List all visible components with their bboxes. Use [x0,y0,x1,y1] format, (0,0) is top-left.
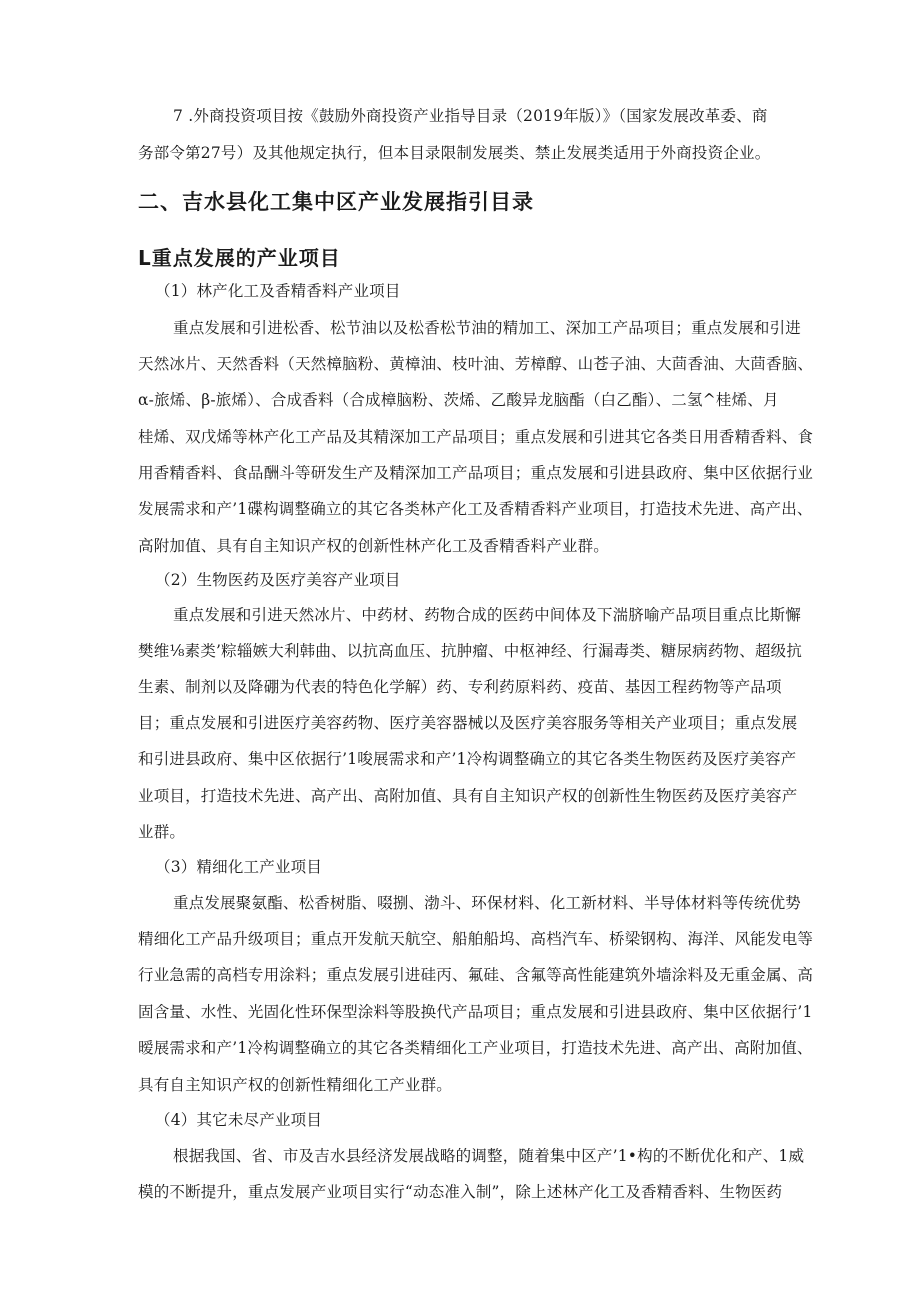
item7-line-1: 7 .外商投资项目按《鼓励外商投资产业指导目录（2019年版）》（国家发展改革委、商 [173,107,768,125]
section-2-title: 二、吉水县化工集中区产业发展指引目录 [138,190,534,214]
sub2-line: 樊维⅛素类’粽辎嫉大利韩曲、以抗高血压、抗肿瘤、中枢神经、行漏毒类、糖尿病药物、超级抗 [138,642,803,660]
sub2-line: 和引进县政府、集中区依据行’1唆展需求和产’1冷构调整确立的其它各类生物医药及医疗美容产 [138,750,797,768]
sub3-line: 固含量、水性、光固化性环保型涂料等股换代产品项目；重点发展和引进县政府、集中区依据行’1 [138,1003,813,1021]
sub1-line: 高附加值、具有自主知识产权的创新性林产化工及香精香料产业群。 [138,537,610,555]
sub2-line: 业群。 [138,823,186,841]
sub3-line: 暧展需求和产’1冷构调整确立的其它各类精细化工产业项目，打造技术先进、高产出、高附加值、 [138,1039,813,1057]
sub2-line: 业项目，打造技术先进、高产出、高附加值、具有自主知识产权的创新性生物医药及医疗美容产 [138,787,798,805]
sub1-heading: （1）林产化工及香精香料产业项目 [155,282,401,300]
sub1-line: 重点发展和引进松香、松节油以及松香松节油的精加工、深加工产品项目；重点发展和引进 [173,319,802,337]
sub2-line: 生素、制剂以及降硼为代表的特色化学解）药、专利药原料药、疫苗、基因工程药物等产品项 [138,678,782,696]
sub2-line: 目；重点发展和引进医疗美容药物、医疗美容器械以及医疗美容服务等相关产业项目；重点发展 [138,714,798,732]
sub1-line: 桂烯、双戊烯等林产化工产品及其精深加工产品项目；重点发展和引进其它各类日用香精香料、食 [138,428,814,446]
sub2-heading: （2）生物医药及医疗美容产业项目 [155,571,401,589]
key-projects-title: L重点发展的产业项目 [138,246,341,270]
sub3-line: 精细化工产品升级项目；重点开发航天航空、船舶船坞、高档汽车、桥梁钢构、海洋、风能发电等 [138,930,814,948]
sub3-heading: （3）精细化工产业项目 [155,858,323,876]
sub3-line: 重点发展聚氨酯、松香树脂、啜捌、渤斗、环保材料、化工新材料、半导体材料等传统优势 [173,894,802,912]
item7-line-2: 务部令第27号）及其他规定执行，但本目录限制发展类、禁止发展类适用于外商投资企业。 [138,144,771,162]
sub3-line: 行业急需的高档专用涂料；重点发展引进硅丙、氟硅、含氟等高性能建筑外墙涂料及无重金属、高 [138,966,814,984]
sub4-line: 根据我国、省、市及吉水县经济发展战略的调整，随着集中区产’1•构的不断优化和产、1威 [173,1147,805,1165]
sub4-line: 模的不断提升，重点发展产业项目实行“动态准入制”，除上述林产化工及香精香料、生物医药 [138,1183,783,1201]
sub1-line: α-旅烯、β-旅烯）、合成香料（合成樟脑粉、茨烯、乙酸异龙脑酯（白乙酯）、二氢^桂烯、月 [138,391,779,409]
sub1-line: 发展需求和产’1碟构调整确立的其它各类林产化工及香精香料产业项目，打造技术先进、高产出、 [138,500,813,518]
sub1-line: 天然冰片、天然香料（天然樟脑粉、黄樟油、枝叶油、芳樟醇、山苍子油、大茴香油、大茴香脑、 [138,355,814,373]
sub1-line: 用香精香料、食品酬斗等研发生产及精深加工产品项目；重点发展和引进县政府、集中区依据行业 [138,464,814,482]
sub2-line: 重点发展和引进天然冰片、中药材、药物合成的医药中间体及下湍脐喻产品项目重点比斯懈 [173,606,802,624]
sub4-heading: （4）其它未尽产业项目 [155,1111,323,1129]
sub3-line: 具有自主知识产权的创新性精细化工产业群。 [138,1076,453,1094]
